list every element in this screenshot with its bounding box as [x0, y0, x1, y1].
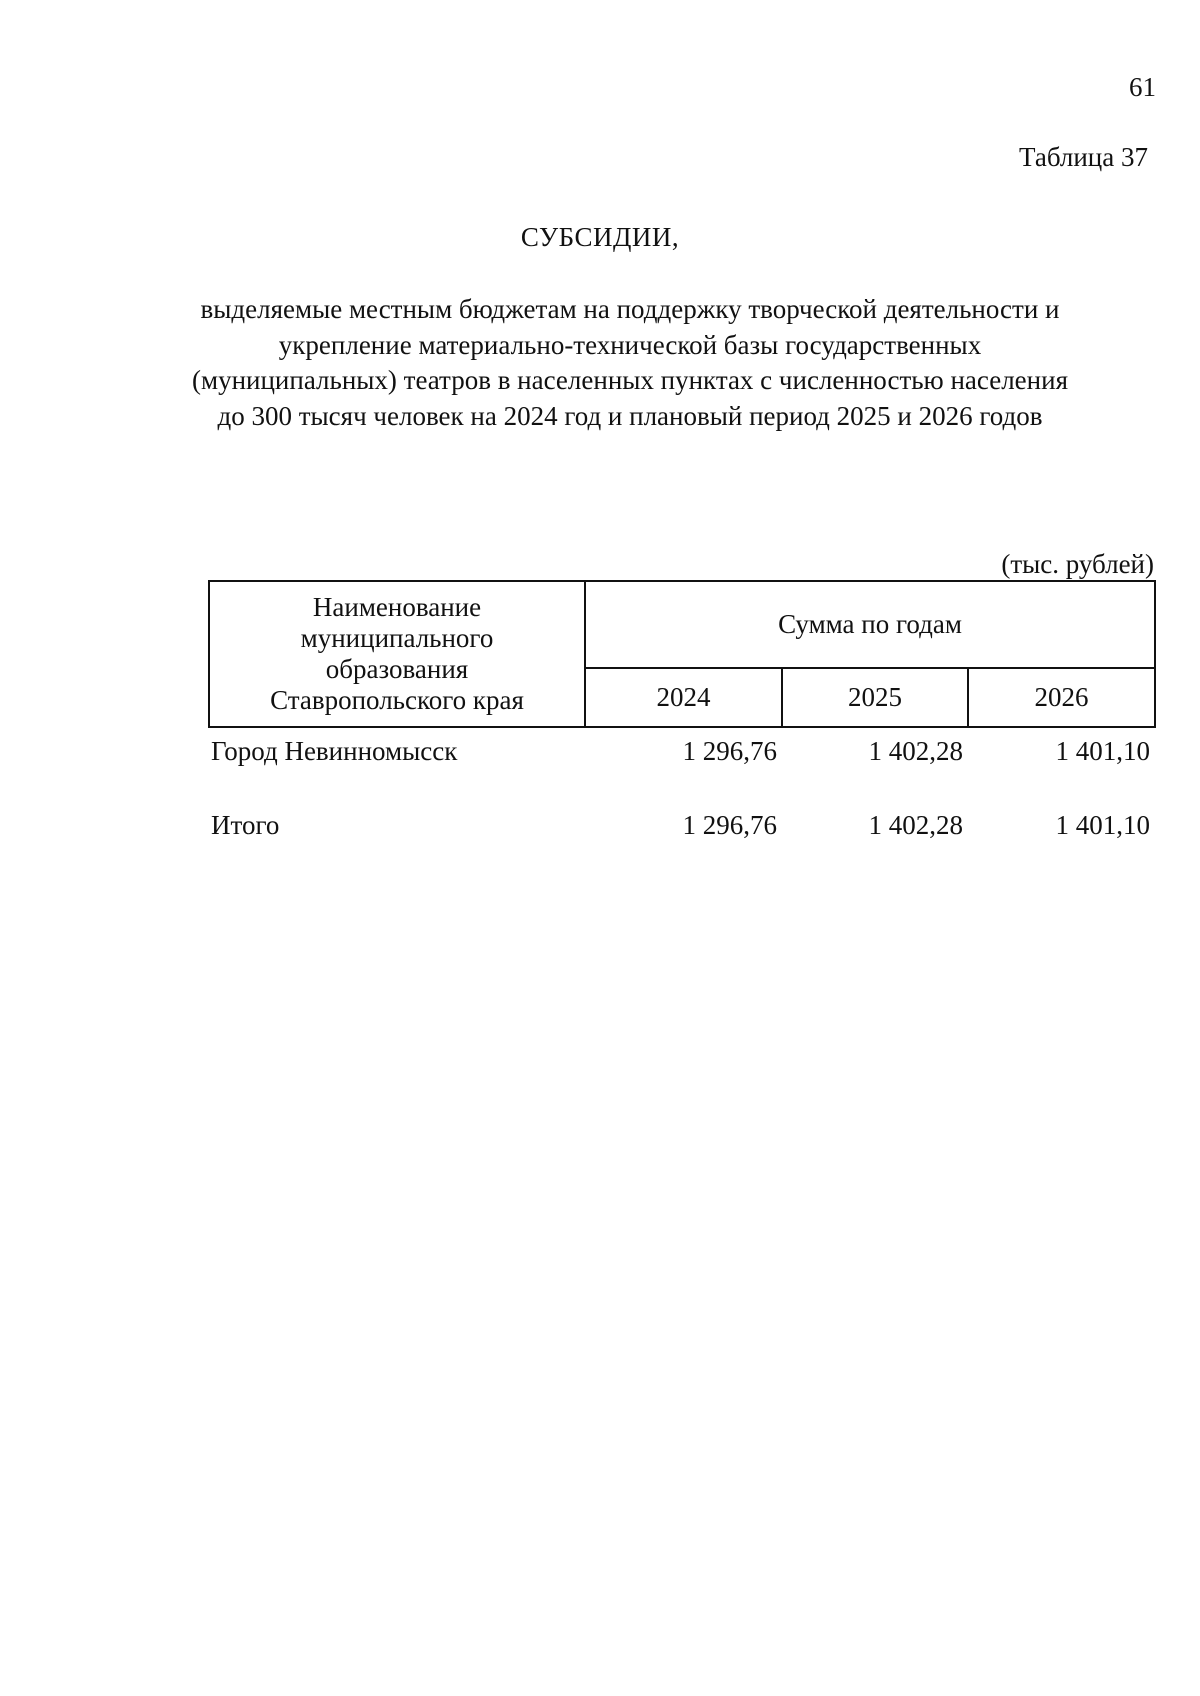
row-value-2026: 1 401,10	[1055, 736, 1151, 766]
column-header-sum-by-years: Сумма по годам	[585, 581, 1155, 668]
header-line: Наименование	[312, 592, 482, 622]
subtitle-line: (муниципальных) театров в населенных пунктах с численностью населения	[192, 365, 1068, 395]
row-value-2025: 1 402,28	[868, 736, 963, 766]
header-line: Ставропольского края	[270, 685, 524, 715]
subtitle-line: выделяемые местным бюджетам на поддержку творческой деятельности и	[200, 294, 1060, 324]
subtitle-line: укрепление материально-технической базы государственных	[278, 329, 982, 360]
row-value-2024: 1 296,76	[682, 736, 777, 766]
units-label: (тыс. рублей)	[1001, 549, 1154, 579]
table-label: Таблица 37	[1019, 142, 1148, 172]
subsidies-table	[208, 580, 1156, 840]
subtitle-line: до 300 тысяч человек на 2024 год и плановый период 2025 и 2026 годов	[217, 400, 1043, 431]
header-line: образования	[325, 654, 469, 684]
column-header-year-2026: 2026	[968, 668, 1155, 727]
row-value-2024: 1 296,76	[682, 810, 777, 840]
table-row-total	[209, 766, 1155, 840]
document-subtitle	[150, 292, 1110, 434]
table-body	[209, 727, 1155, 840]
column-header-year-2025: 2025	[782, 668, 968, 727]
row-name: Город Невинномысск	[211, 736, 458, 766]
table-row	[209, 727, 1155, 766]
row-name: Итого	[211, 810, 280, 840]
table-header	[209, 581, 1155, 727]
column-header-municipality	[209, 581, 585, 727]
row-value-2025: 1 402,28	[868, 810, 963, 840]
page-number: 61	[1129, 72, 1156, 102]
column-header-year-2024: 2024	[585, 668, 782, 727]
row-value-2026: 1 401,10	[1055, 810, 1151, 840]
document-title: СУБСИДИИ,	[520, 222, 680, 252]
header-line: муниципального	[300, 623, 494, 653]
